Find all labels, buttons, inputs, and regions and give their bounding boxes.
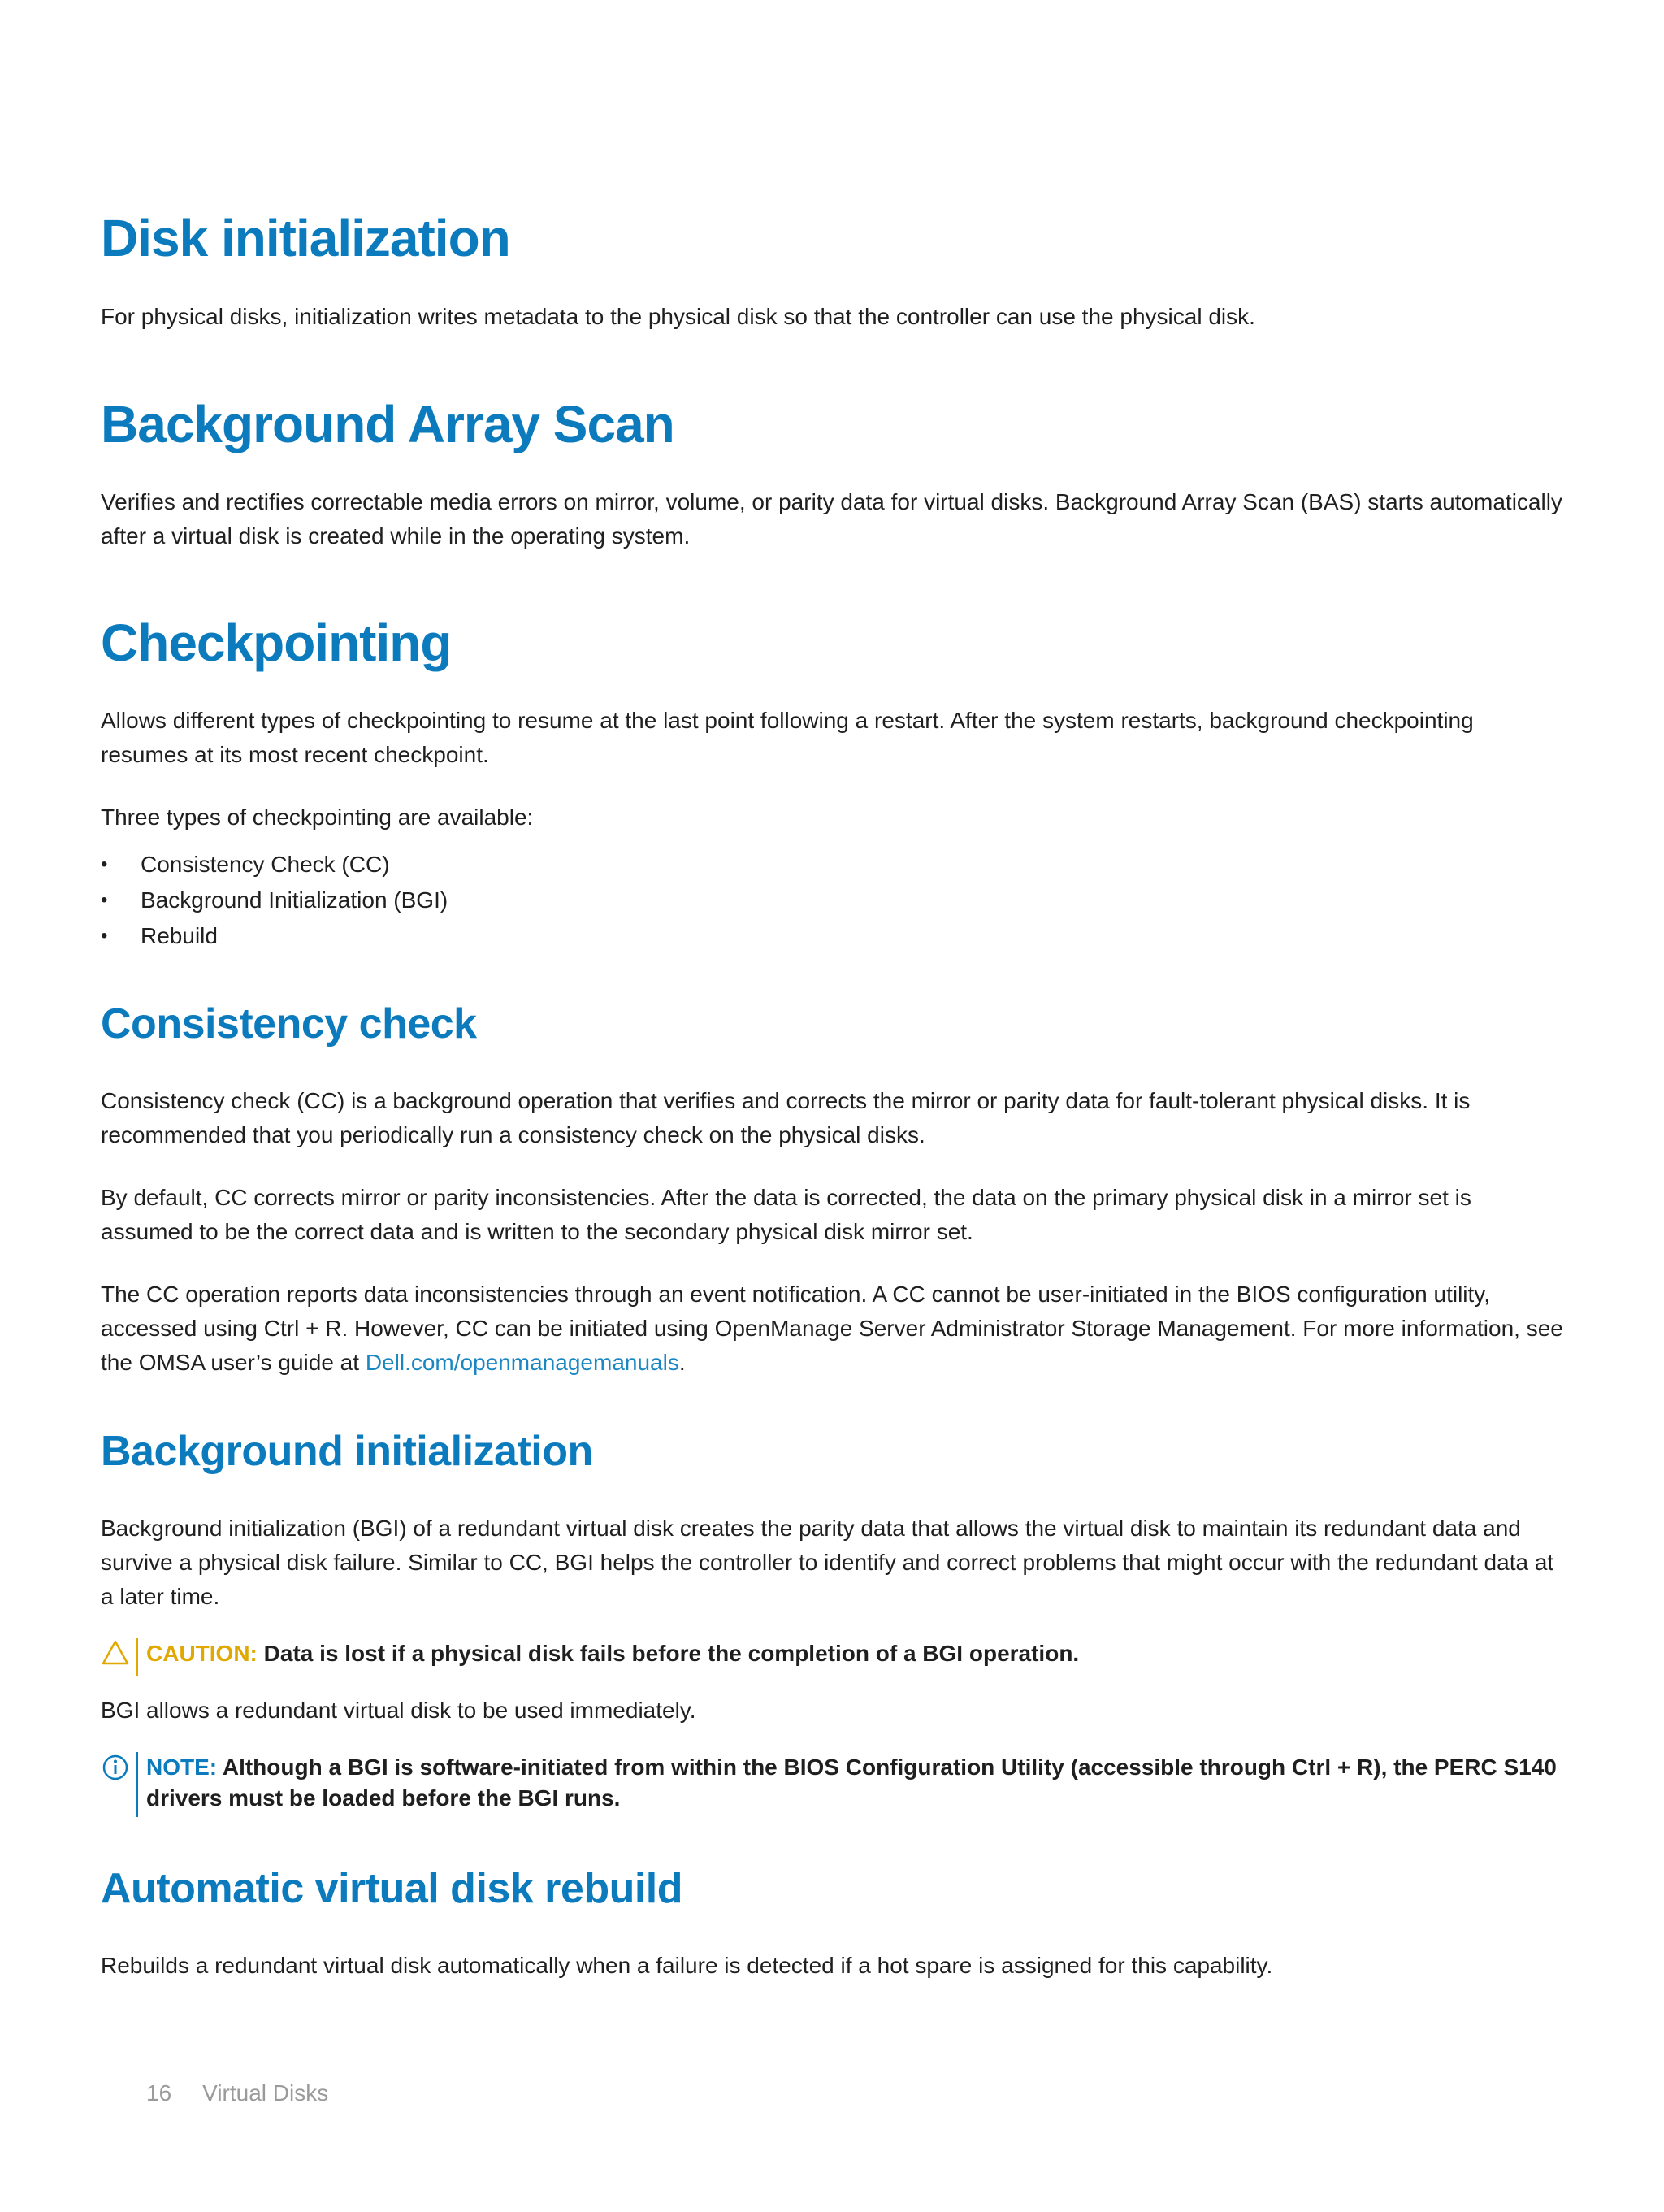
note-label: NOTE: [146, 1754, 218, 1780]
paragraph-checkpointing-types: Three types of checkpointing are available: [101, 805, 534, 830]
paragraph-background-array-scan: Verifies and rectifies correctable media errors on mirror, volume, or parity data for virtual disks. Background Array Scan (BAS) starts automatically after a virtual disk is created while in the operating system. [101, 489, 1562, 549]
caution-label: CAUTION: [146, 1641, 258, 1666]
bullet-icon: • [101, 853, 108, 875]
page-footer [146, 2080, 328, 2106]
checkpointing-list [101, 847, 1482, 954]
paragraph-consistency-check-3: The CC operation reports data inconsistencies through an event notification. A CC cannot be user-initiated in the BIOS configuration utility, accessed using Ctrl + R. However, CC can be initiated using OpenManage Server Administrator Storage Management. For more information, see the OMSA user’s guide at Dell.com/openmanagemanuals. [101, 1282, 1563, 1375]
bullet-icon: • [101, 925, 108, 947]
page-number: 16 [146, 2080, 172, 2106]
paragraph-automatic-rebuild: Rebuilds a redundant virtual disk automatically when a failure is detected if a hot spare is assigned for this capability. [101, 1953, 1273, 1978]
note-callout [101, 1752, 1580, 1817]
heading-background-array-scan: Background Array Scan [101, 395, 674, 453]
list-item: • Rebuild [101, 918, 1482, 954]
caution-bar [136, 1638, 138, 1676]
paragraph-consistency-check-1: Consistency check (CC) is a background operation that verifies and corrects the mirror or parity data for fault-tolerant physical disks. It is recommended that you periodically run a consistency check on the physical disks. [101, 1088, 1471, 1147]
paragraph-checkpointing: Allows different types of checkpointing to resume at the last point following a restart. After the system restarts, background checkpointing resumes at its most recent checkpoint. [101, 708, 1474, 767]
paragraph-background-initialization: Background initialization (BGI) of a redundant virtual disk creates the parity data that allows the virtual disk to maintain its redundant data and survive a physical disk failure. Similar to CC, BGI helps the controller to identify and correct problems that might occur with the redundant data at a later time. [101, 1516, 1554, 1609]
caution-callout [101, 1638, 1580, 1676]
heading-disk-initialization: Disk initialization [101, 209, 510, 267]
list-item: • Consistency Check (CC) [101, 847, 1482, 883]
heading-checkpointing: Checkpointing [101, 614, 452, 672]
heading-automatic-rebuild: Automatic virtual disk rebuild [101, 1865, 683, 1912]
note-text: NOTE: Although a BGI is software-initiated from within the BIOS Configuration Utility (accessible through Ctrl + R), the PERC S140 drivers must be loaded before the BGI runs. [146, 1754, 1557, 1811]
bullet-icon: • [101, 889, 108, 911]
openmanage-manuals-link[interactable]: Dell.com/openmanagemanuals [365, 1350, 679, 1375]
warning-triangle-icon [101, 1638, 130, 1671]
list-item: • Background Initialization (BGI) [101, 883, 1482, 918]
note-bar [136, 1752, 138, 1817]
heading-background-initialization: Background initialization [101, 1428, 593, 1475]
heading-consistency-check: Consistency check [101, 1000, 477, 1047]
footer-section-title: Virtual Disks [202, 2080, 329, 2106]
paragraph-disk-initialization: For physical disks, initialization writes metadata to the physical disk so that the controller can use the physical disk. [101, 304, 1255, 329]
paragraph-bgi-usage: BGI allows a redundant virtual disk to be used immediately. [101, 1698, 696, 1723]
info-circle-icon [101, 1752, 130, 1785]
caution-text: CAUTION: Data is lost if a physical disk fails before the completion of a BGI operation. [146, 1641, 1080, 1666]
paragraph-consistency-check-2: By default, CC corrects mirror or parity inconsistencies. After the data is corrected, the data on the primary physical disk in a mirror set is assumed to be the correct data and is written to the secondary physical disk mirror set. [101, 1185, 1471, 1244]
